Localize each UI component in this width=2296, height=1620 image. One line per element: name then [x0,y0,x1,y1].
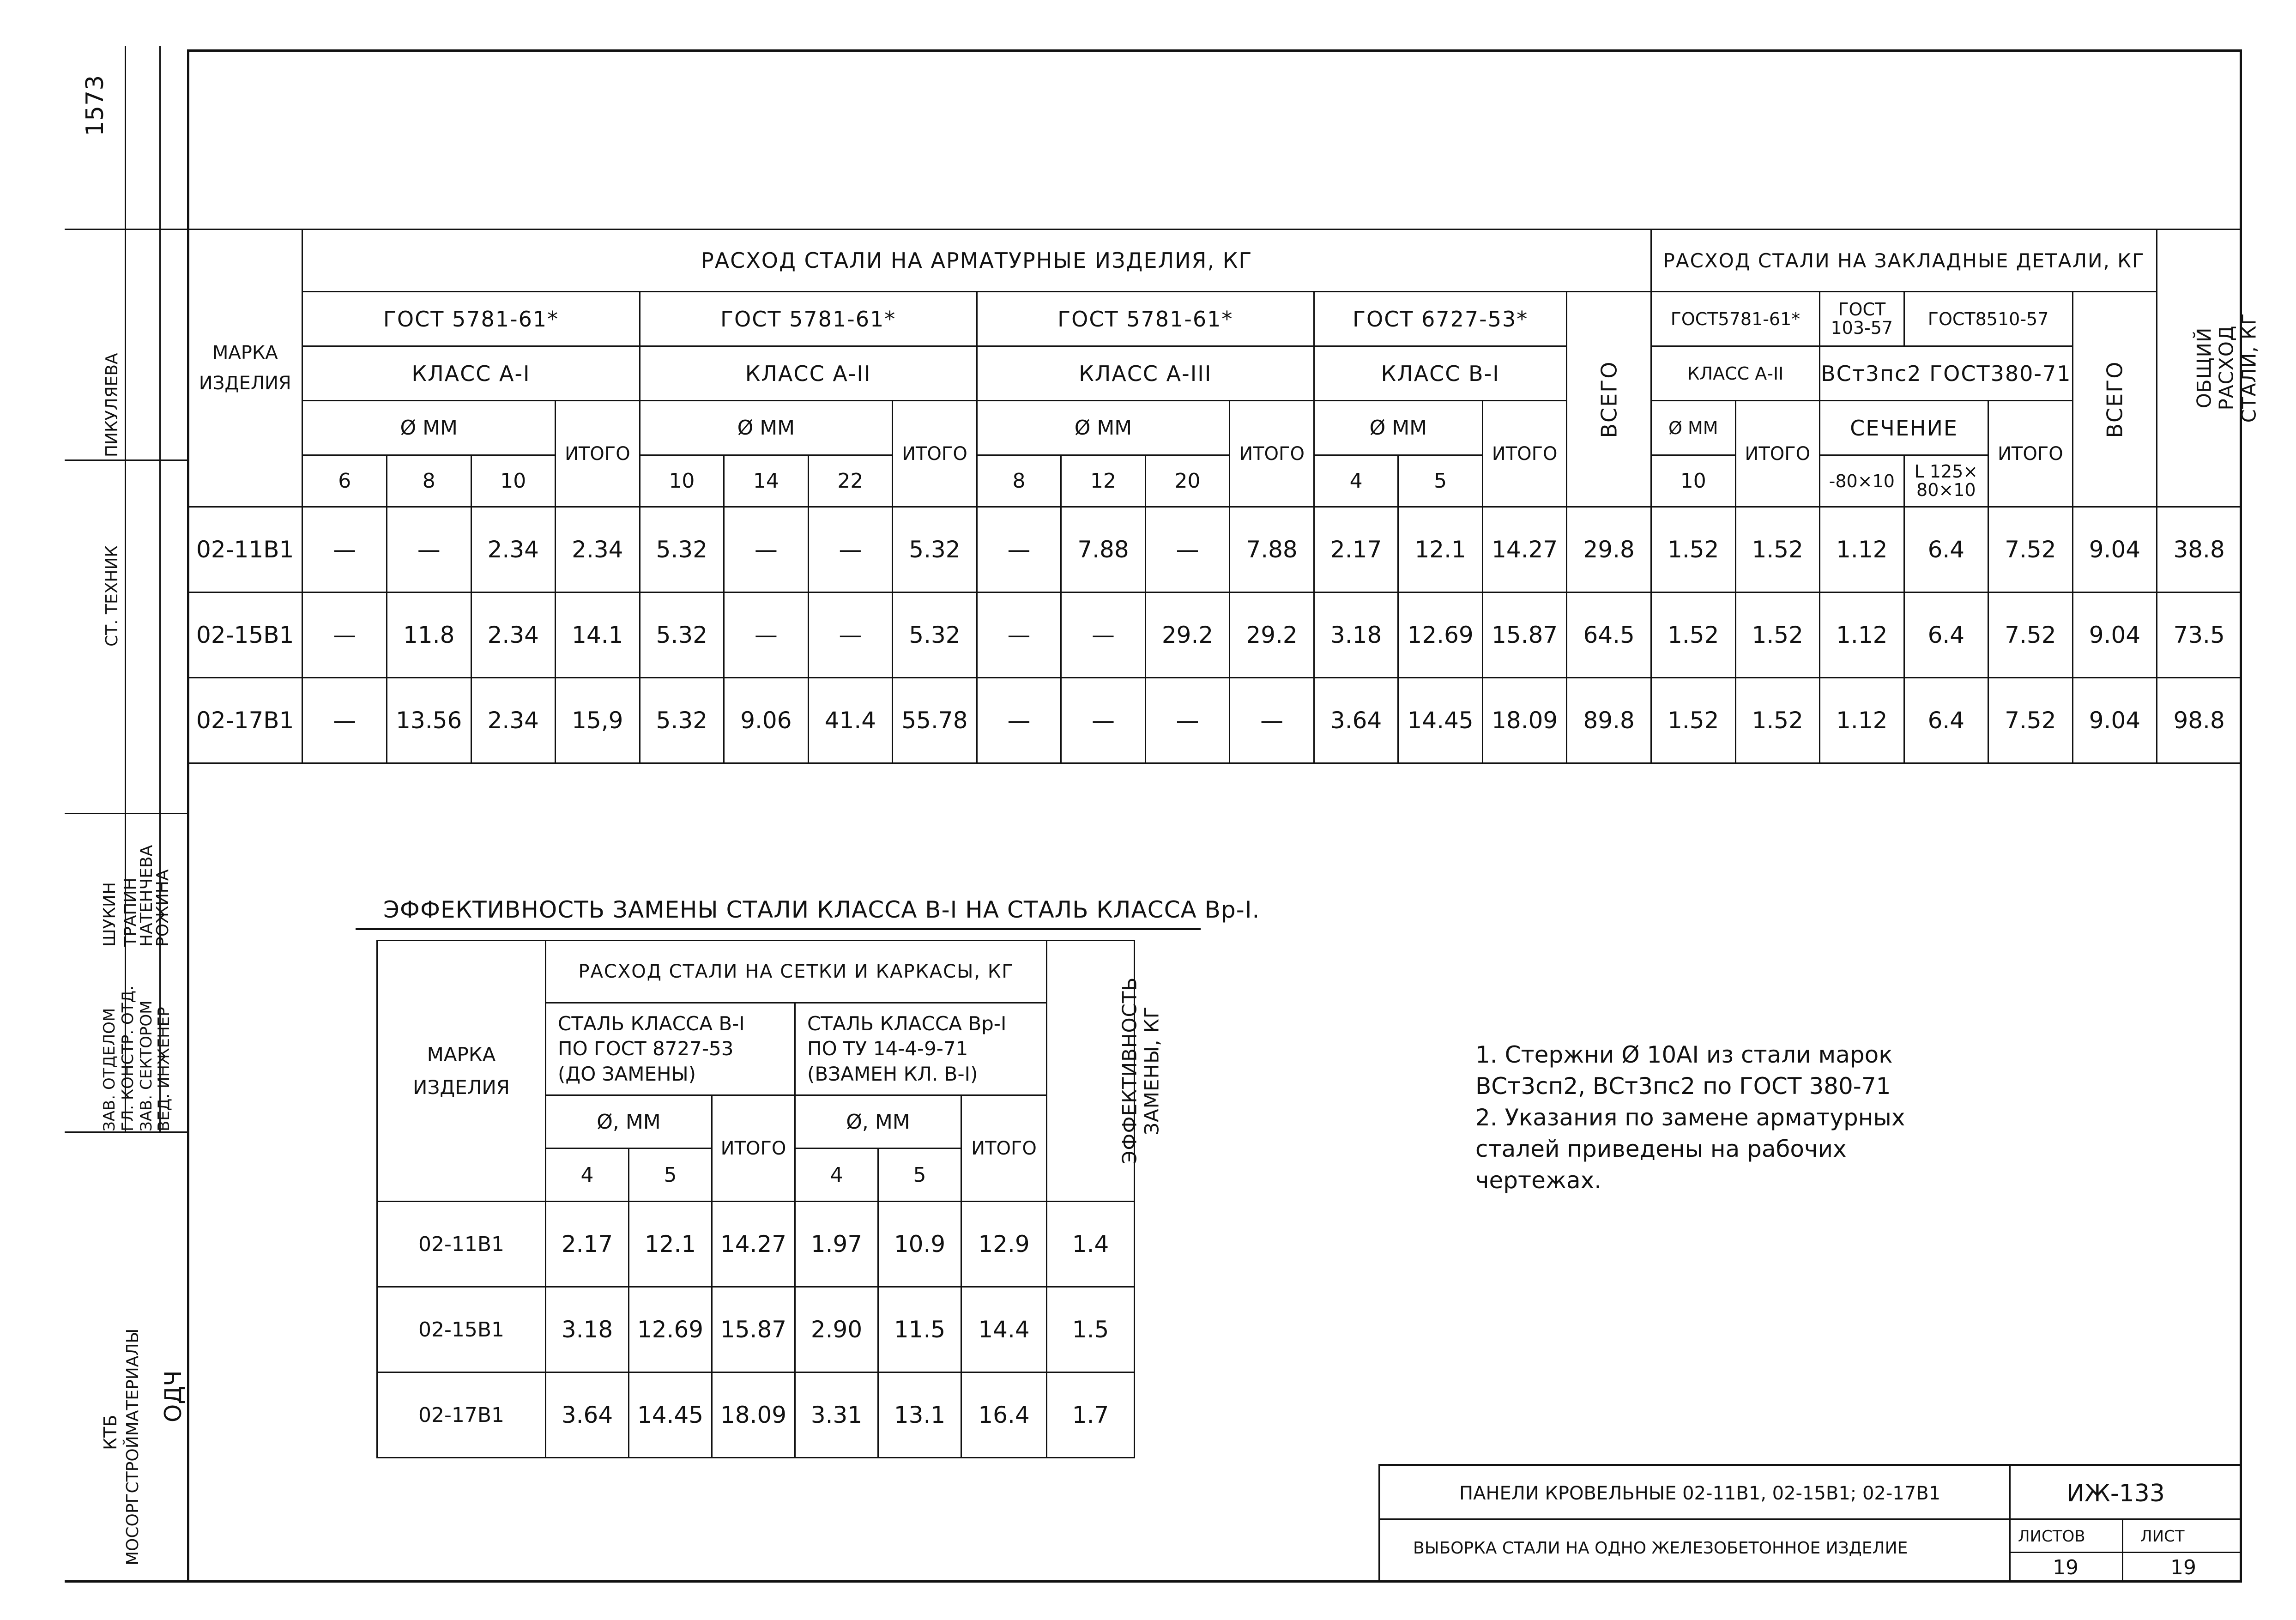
table-cell: 73.5 [2157,592,2242,678]
table-cell: 1.52 [1735,592,1820,678]
eff-group-header: РАСХОД СТАЛИ НА СЕТКИ И КАРКАСЫ, КГ [546,941,1047,1003]
table-cell: 1.4 [1047,1202,1135,1287]
table-cell: — [1145,678,1230,763]
class-b1: КЛАСС В-I [1314,346,1567,401]
side-role-4: ВЕД. ИНЖЕНЕР [155,1007,173,1131]
table-cell: 15,9 [556,678,640,763]
side-name-3: НАТЕНЧЕВА [137,845,156,947]
table-cell: 11.8 [387,592,471,678]
table-cell: 10.9 [878,1202,961,1287]
vsego-arm-header [1567,292,1651,507]
section-2-l2: 80×10 [1916,479,1976,500]
table-cell: 1.52 [1651,678,1735,763]
eff-effect-label [1118,977,1163,1164]
table-cell: 14.4 [961,1287,1047,1372]
note-line-2: ВСт3сп2, ВСт3пс2 по ГОСТ 380-71 [1475,1073,1891,1100]
eff-itogo2: ИТОГО [961,1095,1047,1202]
table-cell: — [1145,507,1230,592]
dia-a1-0: 6 [302,455,387,507]
table-cell: 55.78 [893,678,977,763]
table-cell: 6.4 [1904,678,1988,763]
eff-effect-l2: ЗАМЕНЫ, КГ [1140,1006,1163,1136]
eff-sub2-l2: ПО ТУ 14-4-9-71 [807,1037,968,1060]
table-cell: 3.18 [546,1287,629,1372]
dia-b1: Ø ММ [1314,401,1482,455]
table-cell: 15.87 [712,1287,795,1372]
dia-a1: Ø ММ [302,401,556,455]
side-stamp [46,46,187,1582]
table-row [188,678,2242,763]
table-cell: 7.52 [1988,592,2073,678]
itogo-e2-header: ИТОГО [1988,401,2073,507]
dia-a2-1: 14 [724,455,809,507]
dia-a3-2: 20 [1145,455,1230,507]
row-mark: 02-11В1 [188,507,302,592]
eff-effect-l1: ЭФФЕКТИВНОСТЬ [1118,977,1141,1165]
eff-dia2: Ø, ММ [795,1095,961,1149]
table-cell: — [724,592,809,678]
table-cell: 7.88 [1230,507,1314,592]
sheets-label: ЛИСТОВ [2018,1527,2085,1546]
eff-sub1 [546,1003,795,1095]
table-cell: 18.09 [1482,678,1567,763]
table-cell: 1.52 [1651,592,1735,678]
class-e1: КЛАСС А-II [1651,346,1819,401]
table-cell: 14.1 [556,592,640,678]
table-cell: 64.5 [1567,592,1651,678]
row-mark: 02-17В1 [188,678,302,763]
gost-a2: ГОСТ 5781-61* [640,292,977,346]
col-mark-header [188,230,302,507]
vsego-emb-header [2072,292,2157,507]
table-cell: 29.2 [1145,592,1230,678]
class-a3: КЛАСС А-III [977,346,1314,401]
table-cell: 1.12 [1820,507,1904,592]
eff-mark-l2: ИЗДЕЛИЯ [413,1076,510,1099]
table-cell: 2.34 [556,507,640,592]
table-cell: 29.2 [1230,592,1314,678]
eff-mark-header [377,941,546,1202]
table-cell: 2.90 [795,1287,878,1372]
side-role-1: ЗАВ. ОТДЕЛОМ [100,1008,119,1131]
table-cell: 14.27 [712,1202,795,1287]
eff-sub1-l1: СТАЛЬ КЛАССА В-I [558,1012,745,1035]
sheet-label: ЛИСТ [2140,1527,2185,1546]
dia-b1-1: 5 [1398,455,1483,507]
table-cell: 5.32 [640,678,724,763]
dia-b1-0: 4 [1314,455,1398,507]
side-org-code: ОДЧ [160,1370,187,1422]
side-role-7: ПИКУЛЯЕВА [103,353,121,457]
gost-a1: ГОСТ 5781-61* [302,292,640,346]
table-cell: 13.1 [878,1372,961,1458]
table-cell: 2.34 [471,678,556,763]
table-cell: 38.8 [2157,507,2242,592]
side-role-3: ЗАВ. СЕКТОРОМ [137,1000,156,1131]
tb-mid-line [1378,1518,2242,1520]
itogo-a3-header: ИТОГО [1230,401,1314,507]
table-cell: 41.4 [808,678,893,763]
steel-e: ВСт3пс2 ГОСТ380-71 [1820,346,2073,401]
table-cell: 14.45 [629,1372,712,1458]
side-org-2: МОСОРГСТРОЙМАТЕРИАЛЫ [123,1328,142,1566]
table-cell: — [387,507,471,592]
vsego-emb-label: ВСЕГО [2102,360,2127,438]
table-cell: 9.06 [724,678,809,763]
eff-dia1: Ø, ММ [546,1095,712,1149]
title-line-2: ВЫБОРКА СТАЛИ НА ОДНО ЖЕЛЕЗОБЕТОННОЕ ИЗДЕЛИЕ [1413,1539,1908,1558]
side-hline-3 [65,813,187,814]
side-role-5: СТ. ТЕХНИК [103,545,121,647]
eff-title-underline [356,928,1201,930]
eff-d-2: 5 [629,1149,712,1202]
side-name-4: РОЖИНА [153,869,172,947]
side-hline-2 [65,459,187,461]
eff-d-3: 4 [795,1149,878,1202]
dia-a3-0: 8 [977,455,1061,507]
table-cell: 3.18 [1314,592,1398,678]
table-cell: 1.7 [1047,1372,1135,1458]
gost-e2-l2: 103-57 [1831,317,1893,338]
side-hline-1 [65,229,187,230]
table-cell: 98.8 [2157,678,2242,763]
table-cell: 7.52 [1988,678,2073,763]
dia-a1-1: 8 [387,455,471,507]
table-cell: 1.52 [1735,678,1820,763]
table-cell: 14.45 [1398,678,1483,763]
gost-e2 [1820,292,1904,346]
table-cell: — [977,592,1061,678]
gost-e2-l1: ГОСТ [1838,299,1886,320]
table-cell: — [977,507,1061,592]
eff-mark-l1: МАРКА [427,1043,496,1066]
table-cell: 1.12 [1820,678,1904,763]
gost-b1: ГОСТ 6727-53* [1314,292,1567,346]
dia-a2: Ø ММ [640,401,893,455]
group-embedded-header: РАСХОД СТАЛИ НА ЗАКЛАДНЫЕ ДЕТАЛИ, КГ [1651,230,2157,292]
side-hline-4 [65,1131,187,1133]
table-cell: 1.12 [1820,592,1904,678]
table-cell: 14.27 [1482,507,1567,592]
note-line-3: 2. Указания по замене арматурных [1475,1104,1905,1131]
eff-sub2-l3: (ВЗАМЕН КЛ. В-I) [807,1062,978,1085]
eff-d-4: 5 [878,1149,961,1202]
title-block [1378,1464,2242,1583]
table-cell: 6.4 [1904,592,1988,678]
eff-sub1-l3: (ДО ЗАМЕНЫ) [558,1062,696,1085]
side-divider-1 [125,46,126,1131]
table-cell: — [1061,592,1146,678]
row-mark: 02-11В1 [377,1202,546,1287]
dia-a3-1: 12 [1061,455,1146,507]
vsego-arm-label: ВСЕГО [1596,360,1622,438]
table-cell: — [302,592,387,678]
table-row [188,592,2242,678]
side-org-1: КТБ [100,1414,121,1450]
table-cell: 2.17 [1314,507,1398,592]
frame-top [187,49,2242,52]
class-a1: КЛАСС А-I [302,346,640,401]
row-mark: 02-15В1 [188,592,302,678]
table-cell: 9.04 [2072,592,2157,678]
dia-a2-0: 10 [640,455,724,507]
table-cell: 2.34 [471,592,556,678]
col-mark-header-l1: МАРКА [212,342,278,363]
doc-code: ИЖ-133 [2066,1480,2165,1507]
tb-vline-2 [2122,1518,2123,1583]
side-divider-2 [159,46,161,1131]
table-cell: 12.1 [1398,507,1483,592]
eff-table-title: ЭФФЕКТИВНОСТЬ ЗАМЕНЫ СТАЛИ КЛАССА В-I НА СТАЛЬ КЛАССА Вр-I. [383,896,1260,923]
side-role-2: ГЛ. КОНСТР. ОТД. [119,985,137,1131]
itogo-a1-header: ИТОГО [556,401,640,507]
table-cell: 2.17 [546,1202,629,1287]
table-cell: — [1061,678,1146,763]
group-armature-header: РАСХОД СТАЛИ НА АРМАТУРНЫЕ ИЗДЕЛИЯ, КГ [302,230,1651,292]
class-a2: КЛАСС А-II [640,346,977,401]
itogo-a2-header: ИТОГО [893,401,977,507]
dia-a1-2: 10 [471,455,556,507]
table-cell: 3.64 [546,1372,629,1458]
dia-a3: Ø ММ [977,401,1230,455]
col-mark-header-l2: ИЗДЕЛИЯ [199,373,291,394]
section-2-l1: L 125× [1914,461,1978,482]
table-cell: 2.34 [471,507,556,592]
dia-e1-0: 10 [1651,455,1735,507]
table-cell: — [808,507,893,592]
table-cell: 9.04 [2072,507,2157,592]
note-line-4: сталей приведены на рабочих [1475,1136,1847,1162]
eff-d-1: 4 [546,1149,629,1202]
table-cell: 12.1 [629,1202,712,1287]
table-cell: 12.9 [961,1202,1047,1287]
itogo-e1-header: ИТОГО [1735,401,1820,507]
table-cell: — [724,507,809,592]
table-cell: 29.8 [1567,507,1651,592]
table-row [377,1202,1135,1287]
efficiency-table [376,940,1163,1458]
sheet-value: 19 [2170,1556,2196,1579]
table-cell: 89.8 [1567,678,1651,763]
table-cell: 1.52 [1651,507,1735,592]
note-line-1: 1. Стержни Ø 10АI из стали марок [1475,1041,1893,1068]
table-cell: 3.31 [795,1372,878,1458]
table-row [377,1287,1135,1372]
table-cell: 1.97 [795,1202,878,1287]
table-cell: 3.64 [1314,678,1398,763]
side-top-code: 1573 [81,75,109,136]
table-cell: 7.52 [1988,507,2073,592]
table-cell: 16.4 [961,1372,1047,1458]
table-cell: 5.32 [893,507,977,592]
table-cell: 5.32 [893,592,977,678]
side-name-1: ШУКИН [100,882,119,947]
section-2 [1904,455,1988,507]
itogo-b1-header: ИТОГО [1482,401,1567,507]
side-name-2: ТРАПИН [121,877,140,947]
table-cell: 12.69 [1398,592,1483,678]
table-cell: 18.09 [712,1372,795,1458]
table-cell: — [808,592,893,678]
table-cell: 6.4 [1904,507,1988,592]
note-line-5: чертежах. [1475,1167,1602,1194]
table-cell: 5.32 [640,592,724,678]
dia-e1: Ø ММ [1651,401,1735,455]
total-steel-header [2157,230,2260,507]
eff-effect-header [1047,941,1163,1202]
dia-a2-2: 22 [808,455,893,507]
table-cell: 11.5 [878,1287,961,1372]
main-steel-table [187,229,2260,764]
table-row [188,507,2242,592]
table-cell: — [302,507,387,592]
gost-e1: ГОСТ5781-61* [1651,292,1819,346]
row-mark: 02-15В1 [377,1287,546,1372]
table-cell: — [977,678,1061,763]
row-mark: 02-17В1 [377,1372,546,1458]
sheets-value: 19 [2053,1556,2078,1579]
total-steel-label: ОБЩИЙ РАСХОД СТАЛИ, КГ [2193,313,2260,423]
eff-itogo1: ИТОГО [712,1095,795,1202]
table-cell: 13.56 [387,678,471,763]
table-cell: 9.04 [2072,678,2157,763]
table-cell: 1.5 [1047,1287,1135,1372]
section-header: СЕЧЕНИЕ [1820,401,1988,455]
gost-a3: ГОСТ 5781-61* [977,292,1314,346]
table-row [377,1372,1135,1458]
table-cell: 15.87 [1482,592,1567,678]
table-cell: 5.32 [640,507,724,592]
notes [1475,1039,1905,1196]
table-cell: 12.69 [629,1287,712,1372]
title-line-1: ПАНЕЛИ КРОВЕЛЬНЫЕ 02-11В1, 02-15В1; 02-17В1 [1459,1483,1941,1504]
table-cell: — [1230,678,1314,763]
tb-sheet-line [2009,1552,2242,1553]
eff-sub1-l2: ПО ГОСТ 8727-53 [558,1037,734,1060]
tb-left-line [1378,1464,1380,1583]
section-1: -80×10 [1820,455,1904,507]
table-cell: — [302,678,387,763]
eff-sub2-l1: СТАЛЬ КЛАССА Вр-I [807,1012,1007,1035]
tb-vline-1 [2009,1464,2011,1583]
table-cell: 7.88 [1061,507,1146,592]
table-cell: 1.52 [1735,507,1820,592]
gost-e3: ГОСТ8510-57 [1904,292,2072,346]
tb-top-line [1378,1464,2242,1466]
eff-sub2 [795,1003,1047,1095]
